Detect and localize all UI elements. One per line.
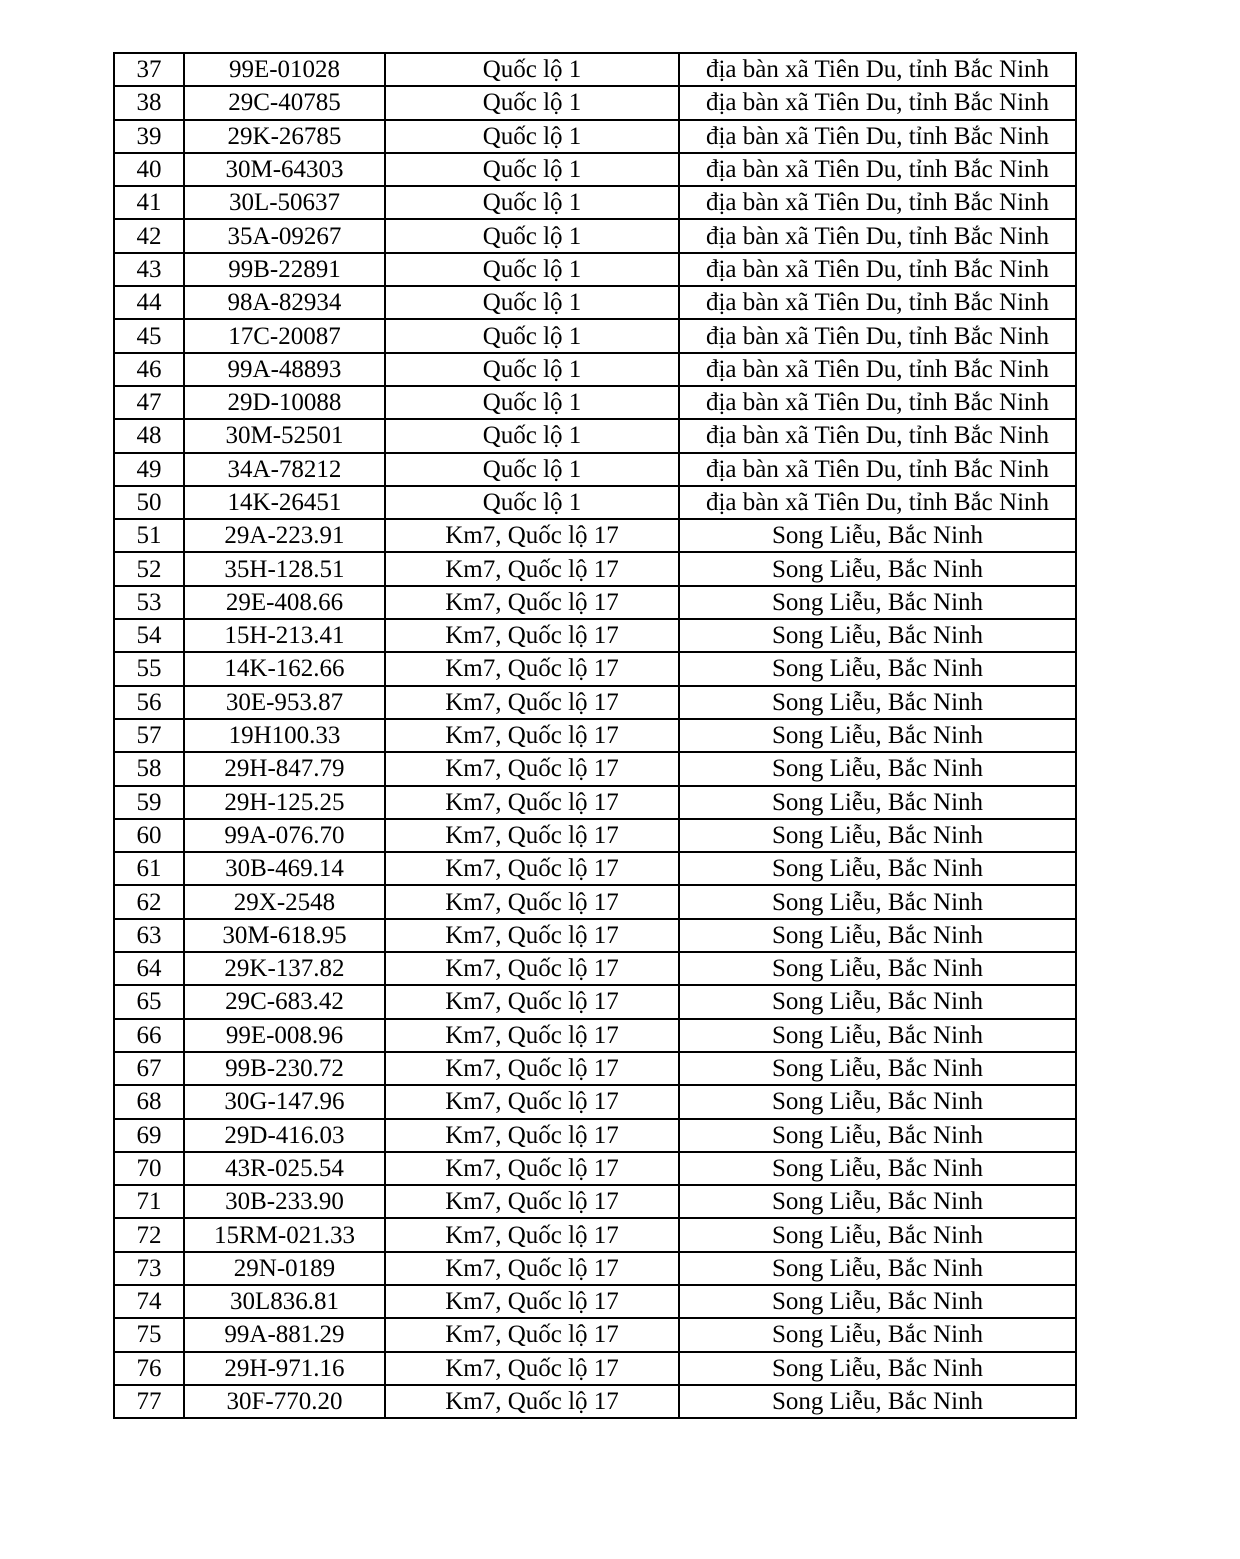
row-number-cell: 45 bbox=[114, 319, 184, 352]
license-plate-cell: 29X-2548 bbox=[184, 885, 385, 918]
table-row bbox=[114, 586, 1076, 619]
license-plate-cell: 99E-01028 bbox=[184, 53, 385, 86]
table-row bbox=[114, 786, 1076, 819]
license-plate-cell: 30B-469.14 bbox=[184, 852, 385, 885]
license-plate-cell: 30M-64303 bbox=[184, 153, 385, 186]
violation-area-cell: địa bàn xã Tiên Du, tỉnh Bắc Ninh bbox=[679, 186, 1076, 219]
license-plate-cell: 29D-416.03 bbox=[184, 1119, 385, 1152]
license-plate-cell: 99A-076.70 bbox=[184, 819, 385, 852]
row-number-cell: 65 bbox=[114, 985, 184, 1018]
violation-area-cell: Song Liễu, Bắc Ninh bbox=[679, 1019, 1076, 1052]
violation-area-cell: địa bàn xã Tiên Du, tỉnh Bắc Ninh bbox=[679, 419, 1076, 452]
violation-area-cell: địa bàn xã Tiên Du, tỉnh Bắc Ninh bbox=[679, 353, 1076, 386]
license-plate-cell: 19H100.33 bbox=[184, 719, 385, 752]
table-row bbox=[114, 319, 1076, 352]
violation-area-cell: Song Liễu, Bắc Ninh bbox=[679, 619, 1076, 652]
violation-road-cell: Quốc lộ 1 bbox=[385, 120, 679, 153]
violation-road-cell: Km7, Quốc lộ 17 bbox=[385, 985, 679, 1018]
violation-area-cell: Song Liễu, Bắc Ninh bbox=[679, 752, 1076, 785]
row-number-cell: 72 bbox=[114, 1218, 184, 1251]
violation-road-cell: Km7, Quốc lộ 17 bbox=[385, 819, 679, 852]
table-row bbox=[114, 1252, 1076, 1285]
row-number-cell: 37 bbox=[114, 53, 184, 86]
row-number-cell: 52 bbox=[114, 552, 184, 585]
table-row bbox=[114, 186, 1076, 219]
table-row bbox=[114, 219, 1076, 252]
violation-area-cell: Song Liễu, Bắc Ninh bbox=[679, 1352, 1076, 1385]
violation-road-cell: Km7, Quốc lộ 17 bbox=[385, 1218, 679, 1251]
row-number-cell: 70 bbox=[114, 1152, 184, 1185]
violation-road-cell: Quốc lộ 1 bbox=[385, 153, 679, 186]
violation-road-cell: Quốc lộ 1 bbox=[385, 53, 679, 86]
row-number-cell: 38 bbox=[114, 86, 184, 119]
row-number-cell: 73 bbox=[114, 1252, 184, 1285]
license-plate-cell: 30M-52501 bbox=[184, 419, 385, 452]
license-plate-cell: 30G-147.96 bbox=[184, 1085, 385, 1118]
row-number-cell: 59 bbox=[114, 786, 184, 819]
license-plate-cell: 29A-223.91 bbox=[184, 519, 385, 552]
violation-area-cell: địa bàn xã Tiên Du, tỉnh Bắc Ninh bbox=[679, 253, 1076, 286]
row-number-cell: 41 bbox=[114, 186, 184, 219]
violation-road-cell: Km7, Quốc lộ 17 bbox=[385, 1119, 679, 1152]
table-row bbox=[114, 819, 1076, 852]
license-plate-cell: 30L836.81 bbox=[184, 1285, 385, 1318]
table-row bbox=[114, 852, 1076, 885]
violation-road-cell: Quốc lộ 1 bbox=[385, 86, 679, 119]
table-row bbox=[114, 619, 1076, 652]
violation-area-cell: Song Liễu, Bắc Ninh bbox=[679, 652, 1076, 685]
table-row bbox=[114, 686, 1076, 719]
row-number-cell: 54 bbox=[114, 619, 184, 652]
violation-area-cell: Song Liễu, Bắc Ninh bbox=[679, 819, 1076, 852]
violation-road-cell: Km7, Quốc lộ 17 bbox=[385, 1352, 679, 1385]
row-number-cell: 43 bbox=[114, 253, 184, 286]
violation-road-cell: Quốc lộ 1 bbox=[385, 353, 679, 386]
violation-area-cell: Song Liễu, Bắc Ninh bbox=[679, 686, 1076, 719]
row-number-cell: 74 bbox=[114, 1285, 184, 1318]
violation-area-cell: địa bàn xã Tiên Du, tỉnh Bắc Ninh bbox=[679, 120, 1076, 153]
table-row bbox=[114, 752, 1076, 785]
violation-road-cell: Quốc lộ 1 bbox=[385, 219, 679, 252]
row-number-cell: 58 bbox=[114, 752, 184, 785]
license-plate-cell: 99A-48893 bbox=[184, 353, 385, 386]
violation-road-cell: Quốc lộ 1 bbox=[385, 186, 679, 219]
row-number-cell: 76 bbox=[114, 1352, 184, 1385]
license-plate-cell: 29N-0189 bbox=[184, 1252, 385, 1285]
row-number-cell: 63 bbox=[114, 919, 184, 952]
violation-road-cell: Km7, Quốc lộ 17 bbox=[385, 919, 679, 952]
violation-area-cell: địa bàn xã Tiên Du, tỉnh Bắc Ninh bbox=[679, 386, 1076, 419]
violation-road-cell: Km7, Quốc lộ 17 bbox=[385, 1152, 679, 1185]
violation-road-cell: Km7, Quốc lộ 17 bbox=[385, 686, 679, 719]
table-row bbox=[114, 253, 1076, 286]
violation-road-cell: Km7, Quốc lộ 17 bbox=[385, 1185, 679, 1218]
table-row bbox=[114, 652, 1076, 685]
license-plate-cell: 30L-50637 bbox=[184, 186, 385, 219]
violation-area-cell: Song Liễu, Bắc Ninh bbox=[679, 519, 1076, 552]
violation-area-cell: Song Liễu, Bắc Ninh bbox=[679, 1252, 1076, 1285]
table-row bbox=[114, 353, 1076, 386]
violation-road-cell: Km7, Quốc lộ 17 bbox=[385, 1318, 679, 1351]
row-number-cell: 61 bbox=[114, 852, 184, 885]
violation-road-cell: Quốc lộ 1 bbox=[385, 386, 679, 419]
violation-area-cell: Song Liễu, Bắc Ninh bbox=[679, 1085, 1076, 1118]
table-row bbox=[114, 1052, 1076, 1085]
row-number-cell: 55 bbox=[114, 652, 184, 685]
table-row bbox=[114, 1152, 1076, 1185]
table-row bbox=[114, 86, 1076, 119]
license-plate-cell: 17C-20087 bbox=[184, 319, 385, 352]
violation-road-cell: Km7, Quốc lộ 17 bbox=[385, 719, 679, 752]
violation-area-cell: Song Liễu, Bắc Ninh bbox=[679, 1218, 1076, 1251]
row-number-cell: 56 bbox=[114, 686, 184, 719]
table-row bbox=[114, 120, 1076, 153]
violation-road-cell: Km7, Quốc lộ 17 bbox=[385, 1052, 679, 1085]
license-plate-cell: 29K-137.82 bbox=[184, 952, 385, 985]
license-plate-cell: 99E-008.96 bbox=[184, 1019, 385, 1052]
row-number-cell: 53 bbox=[114, 586, 184, 619]
table-row bbox=[114, 952, 1076, 985]
license-plate-cell: 99B-230.72 bbox=[184, 1052, 385, 1085]
violation-area-cell: Song Liễu, Bắc Ninh bbox=[679, 985, 1076, 1018]
row-number-cell: 64 bbox=[114, 952, 184, 985]
violation-area-cell: Song Liễu, Bắc Ninh bbox=[679, 1119, 1076, 1152]
violation-road-cell: Km7, Quốc lộ 17 bbox=[385, 1285, 679, 1318]
license-plate-cell: 30E-953.87 bbox=[184, 686, 385, 719]
table-row bbox=[114, 419, 1076, 452]
violation-road-cell: Quốc lộ 1 bbox=[385, 486, 679, 519]
violation-road-cell: Km7, Quốc lộ 17 bbox=[385, 552, 679, 585]
row-number-cell: 77 bbox=[114, 1385, 184, 1418]
violation-area-cell: địa bàn xã Tiên Du, tỉnh Bắc Ninh bbox=[679, 453, 1076, 486]
license-plate-cell: 30F-770.20 bbox=[184, 1385, 385, 1418]
table-row bbox=[114, 153, 1076, 186]
violation-area-cell: Song Liễu, Bắc Ninh bbox=[679, 1385, 1076, 1418]
violation-road-cell: Quốc lộ 1 bbox=[385, 286, 679, 319]
table-row bbox=[114, 719, 1076, 752]
violation-road-cell: Km7, Quốc lộ 17 bbox=[385, 1085, 679, 1118]
table-row bbox=[114, 1185, 1076, 1218]
violation-road-cell: Km7, Quốc lộ 17 bbox=[385, 1385, 679, 1418]
license-plate-cell: 15H-213.41 bbox=[184, 619, 385, 652]
violation-area-cell: Song Liễu, Bắc Ninh bbox=[679, 852, 1076, 885]
license-plate-cell: 30B-233.90 bbox=[184, 1185, 385, 1218]
row-number-cell: 46 bbox=[114, 353, 184, 386]
license-plate-cell: 30M-618.95 bbox=[184, 919, 385, 952]
license-plate-cell: 29E-408.66 bbox=[184, 586, 385, 619]
violation-road-cell: Quốc lộ 1 bbox=[385, 453, 679, 486]
license-plate-cell: 29C-40785 bbox=[184, 86, 385, 119]
violation-road-cell: Km7, Quốc lộ 17 bbox=[385, 852, 679, 885]
violation-area-cell: địa bàn xã Tiên Du, tỉnh Bắc Ninh bbox=[679, 286, 1076, 319]
license-plate-cell: 15RM-021.33 bbox=[184, 1218, 385, 1251]
license-plate-cell: 29C-683.42 bbox=[184, 985, 385, 1018]
row-number-cell: 47 bbox=[114, 386, 184, 419]
table-body bbox=[114, 53, 1076, 1418]
license-plate-cell: 35A-09267 bbox=[184, 219, 385, 252]
violation-road-cell: Km7, Quốc lộ 17 bbox=[385, 1019, 679, 1052]
violation-road-cell: Km7, Quốc lộ 17 bbox=[385, 652, 679, 685]
table-row bbox=[114, 1318, 1076, 1351]
table-row bbox=[114, 519, 1076, 552]
violation-road-cell: Quốc lộ 1 bbox=[385, 419, 679, 452]
table-row bbox=[114, 286, 1076, 319]
violation-road-cell: Km7, Quốc lộ 17 bbox=[385, 786, 679, 819]
violation-area-cell: địa bàn xã Tiên Du, tỉnh Bắc Ninh bbox=[679, 219, 1076, 252]
license-plate-cell: 29H-971.16 bbox=[184, 1352, 385, 1385]
license-plate-cell: 99B-22891 bbox=[184, 253, 385, 286]
violation-area-cell: Song Liễu, Bắc Ninh bbox=[679, 552, 1076, 585]
license-plate-cell: 14K-162.66 bbox=[184, 652, 385, 685]
violation-road-cell: Quốc lộ 1 bbox=[385, 253, 679, 286]
row-number-cell: 71 bbox=[114, 1185, 184, 1218]
violation-area-cell: Song Liễu, Bắc Ninh bbox=[679, 885, 1076, 918]
violation-area-cell: Song Liễu, Bắc Ninh bbox=[679, 786, 1076, 819]
table-row bbox=[114, 53, 1076, 86]
row-number-cell: 66 bbox=[114, 1019, 184, 1052]
violation-road-cell: Km7, Quốc lộ 17 bbox=[385, 885, 679, 918]
license-plate-cell: 29K-26785 bbox=[184, 120, 385, 153]
license-plate-cell: 14K-26451 bbox=[184, 486, 385, 519]
row-number-cell: 49 bbox=[114, 453, 184, 486]
row-number-cell: 48 bbox=[114, 419, 184, 452]
row-number-cell: 57 bbox=[114, 719, 184, 752]
row-number-cell: 69 bbox=[114, 1119, 184, 1152]
table-row bbox=[114, 1085, 1076, 1118]
table-row bbox=[114, 453, 1076, 486]
violation-area-cell: Song Liễu, Bắc Ninh bbox=[679, 586, 1076, 619]
row-number-cell: 44 bbox=[114, 286, 184, 319]
violation-road-cell: Km7, Quốc lộ 17 bbox=[385, 519, 679, 552]
table-row bbox=[114, 1285, 1076, 1318]
license-plate-cell: 34A-78212 bbox=[184, 453, 385, 486]
violation-area-cell: địa bàn xã Tiên Du, tỉnh Bắc Ninh bbox=[679, 486, 1076, 519]
license-plate-cell: 99A-881.29 bbox=[184, 1318, 385, 1351]
license-plate-cell: 43R-025.54 bbox=[184, 1152, 385, 1185]
table-row bbox=[114, 1352, 1076, 1385]
violation-area-cell: Song Liễu, Bắc Ninh bbox=[679, 719, 1076, 752]
table-row bbox=[114, 919, 1076, 952]
row-number-cell: 51 bbox=[114, 519, 184, 552]
table-row bbox=[114, 386, 1076, 419]
violation-area-cell: địa bàn xã Tiên Du, tỉnh Bắc Ninh bbox=[679, 53, 1076, 86]
violation-area-cell: địa bàn xã Tiên Du, tỉnh Bắc Ninh bbox=[679, 86, 1076, 119]
table-row bbox=[114, 486, 1076, 519]
violation-area-cell: Song Liễu, Bắc Ninh bbox=[679, 1185, 1076, 1218]
violation-area-cell: Song Liễu, Bắc Ninh bbox=[679, 919, 1076, 952]
license-plate-cell: 29H-125.25 bbox=[184, 786, 385, 819]
license-plate-cell: 29D-10088 bbox=[184, 386, 385, 419]
license-plate-cell: 98A-82934 bbox=[184, 286, 385, 319]
violation-road-cell: Quốc lộ 1 bbox=[385, 319, 679, 352]
table-row bbox=[114, 985, 1076, 1018]
row-number-cell: 50 bbox=[114, 486, 184, 519]
violation-area-cell: địa bàn xã Tiên Du, tỉnh Bắc Ninh bbox=[679, 319, 1076, 352]
row-number-cell: 68 bbox=[114, 1085, 184, 1118]
violation-area-cell: Song Liễu, Bắc Ninh bbox=[679, 1152, 1076, 1185]
table-row bbox=[114, 1385, 1076, 1418]
table-row bbox=[114, 1218, 1076, 1251]
violation-road-cell: Km7, Quốc lộ 17 bbox=[385, 752, 679, 785]
table-row bbox=[114, 885, 1076, 918]
violation-area-cell: Song Liễu, Bắc Ninh bbox=[679, 1285, 1076, 1318]
row-number-cell: 60 bbox=[114, 819, 184, 852]
violation-road-cell: Km7, Quốc lộ 17 bbox=[385, 619, 679, 652]
violation-area-cell: địa bàn xã Tiên Du, tỉnh Bắc Ninh bbox=[679, 153, 1076, 186]
license-plate-cell: 35H-128.51 bbox=[184, 552, 385, 585]
vehicle-violation-table bbox=[113, 52, 1077, 1419]
violation-road-cell: Km7, Quốc lộ 17 bbox=[385, 586, 679, 619]
row-number-cell: 40 bbox=[114, 153, 184, 186]
table-row bbox=[114, 1119, 1076, 1152]
row-number-cell: 42 bbox=[114, 219, 184, 252]
table-row bbox=[114, 1019, 1076, 1052]
row-number-cell: 39 bbox=[114, 120, 184, 153]
row-number-cell: 75 bbox=[114, 1318, 184, 1351]
license-plate-cell: 29H-847.79 bbox=[184, 752, 385, 785]
violation-area-cell: Song Liễu, Bắc Ninh bbox=[679, 952, 1076, 985]
violation-area-cell: Song Liễu, Bắc Ninh bbox=[679, 1052, 1076, 1085]
row-number-cell: 62 bbox=[114, 885, 184, 918]
table-row bbox=[114, 552, 1076, 585]
violation-road-cell: Km7, Quốc lộ 17 bbox=[385, 1252, 679, 1285]
row-number-cell: 67 bbox=[114, 1052, 184, 1085]
violation-road-cell: Km7, Quốc lộ 17 bbox=[385, 952, 679, 985]
violation-area-cell: Song Liễu, Bắc Ninh bbox=[679, 1318, 1076, 1351]
